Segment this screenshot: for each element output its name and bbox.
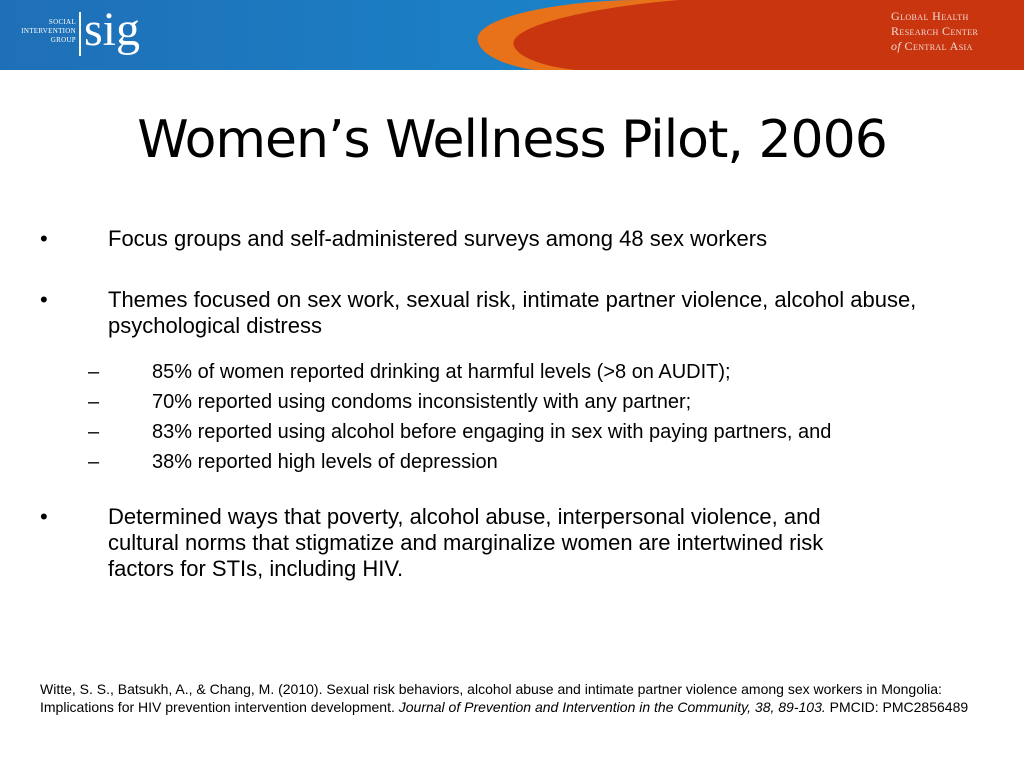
- sig-logo-mark: sig: [84, 3, 141, 56]
- bullet-marker: •: [40, 226, 48, 251]
- bullet-item: [40, 504, 980, 582]
- org-line-1: Global Health: [891, 9, 969, 23]
- dash-marker: –: [88, 421, 100, 443]
- org-of: of: [891, 39, 902, 53]
- bullet-item: [40, 226, 980, 252]
- citation-pmcid: PMCID: PMC2856489: [829, 699, 969, 715]
- bullet-text: Themes focused on sex work, sexual risk, intimate partner violence, alcohol abuse, psychological distress: [108, 287, 917, 338]
- citation-journal: Journal of Prevention and Intervention in the Community, 38, 89-103.: [398, 699, 826, 715]
- dash-marker: –: [88, 391, 100, 413]
- sub-bullet-item: [40, 451, 980, 474]
- dash-marker: –: [88, 361, 100, 383]
- logo-line-intervention: INTERVENTION: [21, 27, 76, 35]
- sub-bullet-text: 70% reported using condoms inconsistently with any partner;: [152, 391, 692, 413]
- sub-bullet-item: [40, 361, 980, 384]
- citation-authors: Witte, S. S., Batsukh, A., & Chang, M. (2010). Sexual risk behaviors, alcohol abuse and intimate partner violence among sex workers in Mongolia: Implications for HIV prevention intervention development.: [40, 681, 942, 715]
- sub-bullet-text: 83% reported using alcohol before engaging in sex with paying partners, and: [152, 421, 832, 443]
- bullet-item: [40, 287, 980, 339]
- org-line-3: [891, 39, 978, 54]
- bullet-marker: •: [40, 504, 48, 529]
- bullet-text: Focus groups and self-administered surveys among 48 sex workers: [108, 226, 768, 251]
- slide-body: [40, 226, 980, 582]
- dash-marker: –: [88, 451, 100, 473]
- bullet-text: Determined ways that poverty, alcohol abuse, interpersonal violence, and cultural norms that stigmatize and marginalize women are intertwined risk factors for STIs, including HIV.: [108, 504, 824, 581]
- org-line-2: Research Center: [891, 24, 979, 38]
- sub-bullet-item: [40, 391, 980, 414]
- header-background: [0, 0, 1024, 72]
- bullet-marker: •: [40, 287, 48, 312]
- sig-logo-text: [0, 18, 76, 45]
- logo-divider: [79, 12, 81, 56]
- logo-line-group: GROUP: [50, 36, 76, 44]
- org-name: [891, 9, 978, 54]
- sub-bullet-item: [40, 421, 980, 444]
- logo-line-social: SOCIAL: [48, 18, 76, 26]
- slide-title: Women’s Wellness Pilot, 2006: [137, 110, 887, 170]
- header-banner: [0, 0, 1024, 72]
- sub-bullet-text: 38% reported high levels of depression: [152, 451, 498, 473]
- sub-bullet-text: 85% of women reported drinking at harmful levels (>8 on AUDIT);: [152, 361, 731, 383]
- citation: [40, 680, 970, 716]
- org-line-3-rest: Central Asia: [904, 39, 973, 53]
